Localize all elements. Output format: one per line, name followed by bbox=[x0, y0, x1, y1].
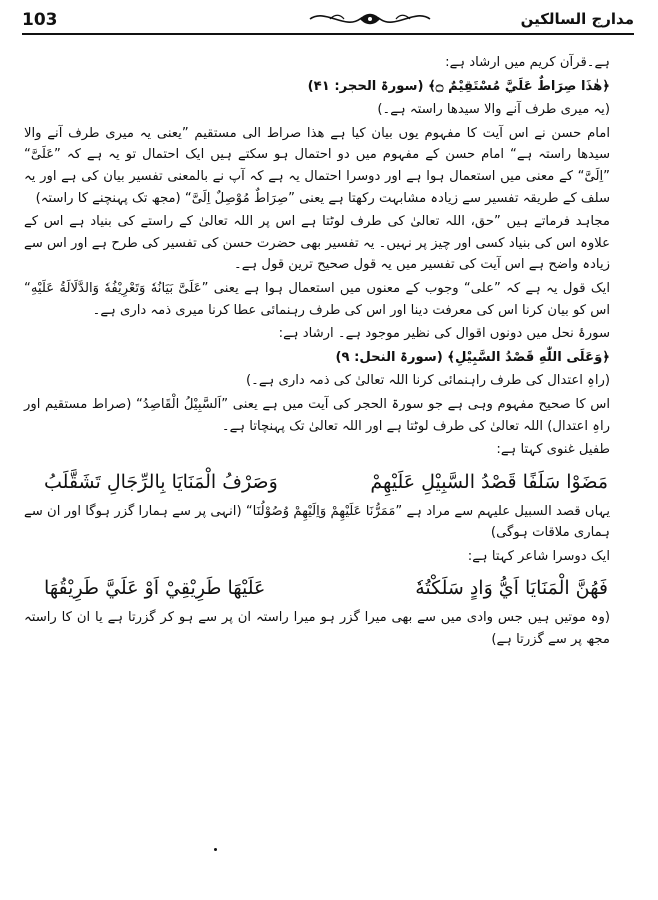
paragraph: اس کا صحیح مفہوم وہی ہے جو سورۃ الحجر کی آیت میں ہے یعنی ”اَلسَّبِیْلُ الْقَاصِدُ“ (صراط مستقیم اور راہِ اعتدال) اللہ تعالیٰ کی طرف لوٹتا ہے اور اللہ تعالیٰ تک پہنچاتا ہے۔ bbox=[24, 396, 610, 434]
page-header bbox=[0, 0, 658, 40]
paragraph: یہاں قصد السبیل علیہم سے مراد ہے ”مَمَرُّنَا عَلَيْهِمْ وَاِلَيْهِمْ وُصُوْلُنَا“ (انہی پر سے ہمارا گزر ہوگا اور ان سے ہماری ملاقات ہوگی) bbox=[24, 503, 610, 541]
paragraph: ایک دوسرا شاعر کہتا ہے: bbox=[467, 548, 610, 564]
paragraph: طفیل غنوی کہتا ہے: bbox=[496, 442, 610, 458]
couplet-first-hemistich: مَضَوْا سَلَفًا قَصْدُ السَّبِيْلِ عَلَيْهِمْ bbox=[370, 470, 608, 493]
verse-translation: (راہِ اعتدال کی طرف راہنمائی کرنا اللہ تعالیٰ کی ذمہ داری ہے۔) bbox=[245, 373, 610, 389]
paragraph: مجاہد فرماتے ہیں ”حق، اللہ تعالیٰ کی طرف لوٹتا ہے اس پر اللہ تعالیٰ کے راستے کی بنیاد ہے اس کے علاوہ اس کی بنیاد کسی اور چیز پر نہیں۔ یہ تفسیر بھی حضرت حسن کی تفسیر کی طرح ہے اور اس سے زیادہ واضح ہے اس آیت کی تفسیر میں یہ قول صحیح ترین قول ہے۔ bbox=[24, 214, 610, 273]
paragraph: سورۂ نحل میں دونوں اقوال کی نظیر موجود ہے۔ ارشاد ہے: bbox=[278, 326, 610, 342]
paragraph: ایک قول یہ ہے کہ ”علی“ وجوب کے معنوں میں استعمال ہوا ہے یعنی ”عَلَیَّ بَیَانُهٗ وَتَعْرِیْفُهٗ وَالدَّلَالَةُ عَلَیْهِ“ اس کو بیان کرنا اس کی معرفت دینا اور اس کی طرف رہنمائی عطا کرنا میری ذمہ داری ہے۔ bbox=[24, 280, 610, 318]
couplet-second-hemistich: عَلَيْهَا طَرِيْقِيْ اَوْ عَلَيَّ طَرِيْقُهَا bbox=[44, 577, 266, 600]
paragraph: ہے۔قرآن کریم میں ارشاد ہے: bbox=[445, 55, 610, 70]
verse-translation: (یہ میری طرف آنے والا سیدھا راستہ ہے۔) bbox=[377, 102, 610, 118]
verse-translation: (وہ موتیں ہیں جس وادی میں سے بھی میرا گزر ہو میرا راستہ ان پر سے ہو کر گزرتا ہے یا ان کا راستہ مجھ پر سے گزرتا ہے) bbox=[24, 610, 610, 648]
quran-verse: ﴿هٰذَا صِرَاطٌ عَلَيَّ مُسْتَقِيْمٌ ۝﴾ (سورۃ الحجر: ۴۱) bbox=[307, 78, 610, 94]
poetry-couplet bbox=[24, 573, 634, 603]
poetry-couplet bbox=[24, 467, 634, 497]
page-body bbox=[24, 52, 634, 653]
page-number: 103 bbox=[22, 10, 58, 30]
header-rule bbox=[22, 33, 634, 36]
book-title: مدارج السالکین bbox=[520, 10, 634, 28]
couplet-first-hemistich: فَهُنَّ الْمَنَايَا اَيُّ وَادٍ سَلَكْتُهٗ bbox=[415, 577, 608, 600]
paragraph: امام حسن نے اس آیت کا مفہوم یوں بیان کیا ہے ھذا صراط الی مستقیم ”یعنی یہ میری طرف آنے والا سیدھا راستہ ہے“ امام حسن کے مفہوم میں دو احتمال ہو سکتے ہیں ایک احتمال تو یہ ہے کہ ”عَلَیَّ“ ”اِلَیَّ“ کے معنی میں استعمال ہوا ہے اور دوسرا احتمال یہ ہے کہ آپ نے بالمعنی تفسیر بیان کی ہے اور یہ سلف کے طریقہ تفسیر سے زیادہ مشابہت رکھتا ہے یعنی ”صِرَاطٌ مُوْصِلٌ اِلَیَّ“ (مجھ تک پہنچنے کا راستہ) bbox=[24, 125, 610, 206]
ornament-icon bbox=[300, 8, 440, 30]
stray-mark bbox=[214, 848, 217, 851]
quran-verse: ﴿وَعَلَى اللّٰهِ قَصْدُ السَّبِيْلِ﴾ (سورۃ النحل: ۹) bbox=[335, 349, 610, 365]
couplet-second-hemistich: وَصَرْفُ الْمَنَايَا بِالرِّجَالِ تَشَقَّلَبُ bbox=[44, 470, 278, 493]
